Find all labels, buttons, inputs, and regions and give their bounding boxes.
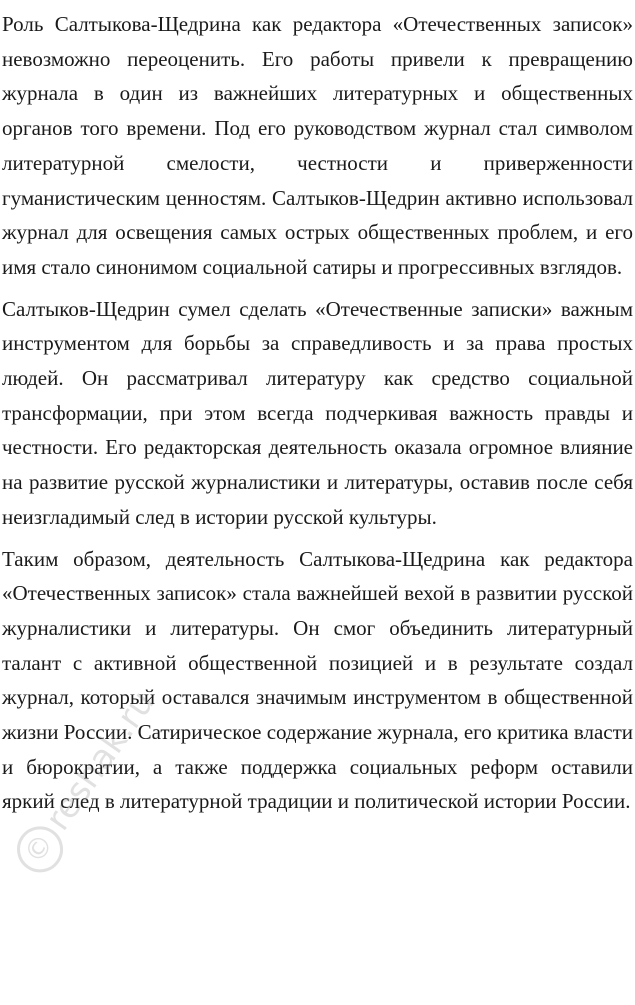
paragraph-3: Таким образом, деятельность Салтыкова-Щедрина как редактора «Отечественных записок» стала важнейшей вехой в развитии русской журналистики и литературы. Он смог объединить литературный талант с активной общественной позицией и в результате создал журнал, который оставался значимым инструментом в общественной жизни России. Сатирическое содержание журнала, его критика власти и бюрократии, а также поддержка социальных реформ оставили яркий след в литературной традиции и политической истории России. xyxy=(2,546,633,814)
copyright-icon: © xyxy=(8,817,72,881)
watermark-text: reshak.ru xyxy=(37,683,163,838)
paragraph-1: Роль Салтыкова-Щедрина как редактора «Отечественных записок» невозможно переоценить. Его работы привели к превращению журнала в один из важнейших литературных и общественных органов того времени. Под его руководством журнал стал символом литературной смелости, честности и приверженности гуманистическим ценностям. Салтыков-Щедрин активно использовал журнал для освещения самых острых общественных проблем, и его имя стало синонимом социальной сатиры и прогрессивных взглядов. xyxy=(2,12,633,279)
paragraph-2: Салтыков-Щедрин сумел сделать «Отечественные записки» важным инструментом для борьбы за справедливость и за права простых людей. Он рассматривал литературу как средство социальной трансформации, при этом всегда подчеркивая важность правды и честности. Его редакторская деятельность оказала огромное влияние на развитие русской журналистики и литературы, оставив после себя неизгладимый след в истории русской культуры. xyxy=(2,296,633,529)
